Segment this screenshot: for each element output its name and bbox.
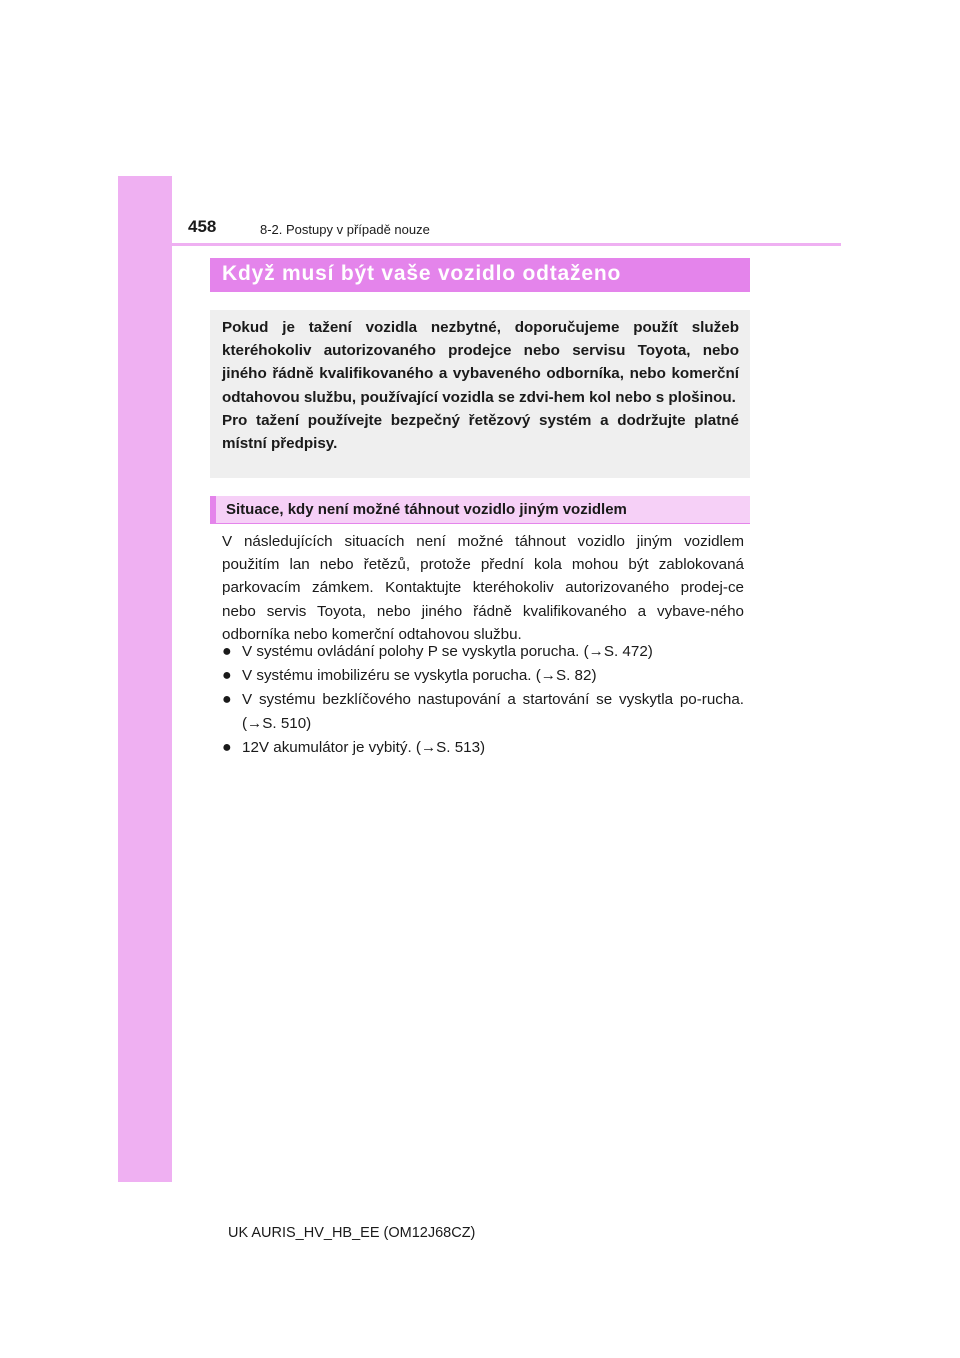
list-item-text: V systému bezklíčového nastupování a startování se vyskytla po-rucha. (→S. 510): [242, 691, 744, 732]
bullet-icon: ●: [222, 691, 232, 709]
list-item: [222, 664, 744, 687]
intro-paragraph-2: Pro tažení používejte bezpečný řetězový systém a dodržujte platné místní předpisy.: [222, 411, 739, 453]
list-item-text: V systému imobilizéru se vyskytla porucha. (→S. 82): [242, 667, 597, 685]
list-item-text: V systému ovládání polohy P se vyskytla porucha. (→S. 472): [242, 643, 653, 660]
section-label: 8-2. Postupy v případě nouze: [260, 222, 430, 237]
footer-model-code: UK AURIS_HV_HB_EE (OM12J68CZ): [228, 1225, 476, 1241]
list-item: [222, 736, 744, 759]
header-divider: [118, 243, 841, 246]
subsection-body: V následujících situacích není možné táhnout vozidlo jiným vozidlem použitím lan nebo řetězů, protože přední kola mohou být zablokovaná parkovacím zámkem. Kontaktujte kteréhokoliv autorizovaného prodej-ce nebo servis Toyota, nebo jiného řádně kvalifikovaného a vybave-ného odborníka nebo komerční odtahovou službu.: [222, 533, 744, 643]
list-item-text: 12V akumulátor je vybitý. (→S. 513): [242, 738, 486, 756]
bullet-icon: ●: [222, 643, 232, 660]
intro-box: [210, 310, 750, 478]
bullet-list: [222, 640, 744, 760]
subsection-title: Situace, kdy není možné táhnout vozidlo jiným vozidlem: [210, 496, 750, 524]
page-title: Když musí být vaše vozidlo odtaženo: [210, 258, 750, 292]
page-number: 458: [188, 217, 217, 236]
intro-paragraph-1: Pokud je tažení vozidla nezbytné, doporučujeme použít služeb kteréhokoliv autorizovaného prodejce nebo servisu Toyota, nebo jiného řádně kvalifikovaného a vybaveného odborníka, nebo komerční odtahovou službu, používající vozidla se zdvi-hem kol nebo s plošinou.: [222, 319, 739, 406]
list-item: [222, 640, 744, 663]
bullet-icon: ●: [222, 738, 232, 756]
list-item: [222, 688, 744, 734]
bullet-icon: ●: [222, 667, 232, 685]
chapter-sidebar-tab: [118, 176, 172, 1182]
